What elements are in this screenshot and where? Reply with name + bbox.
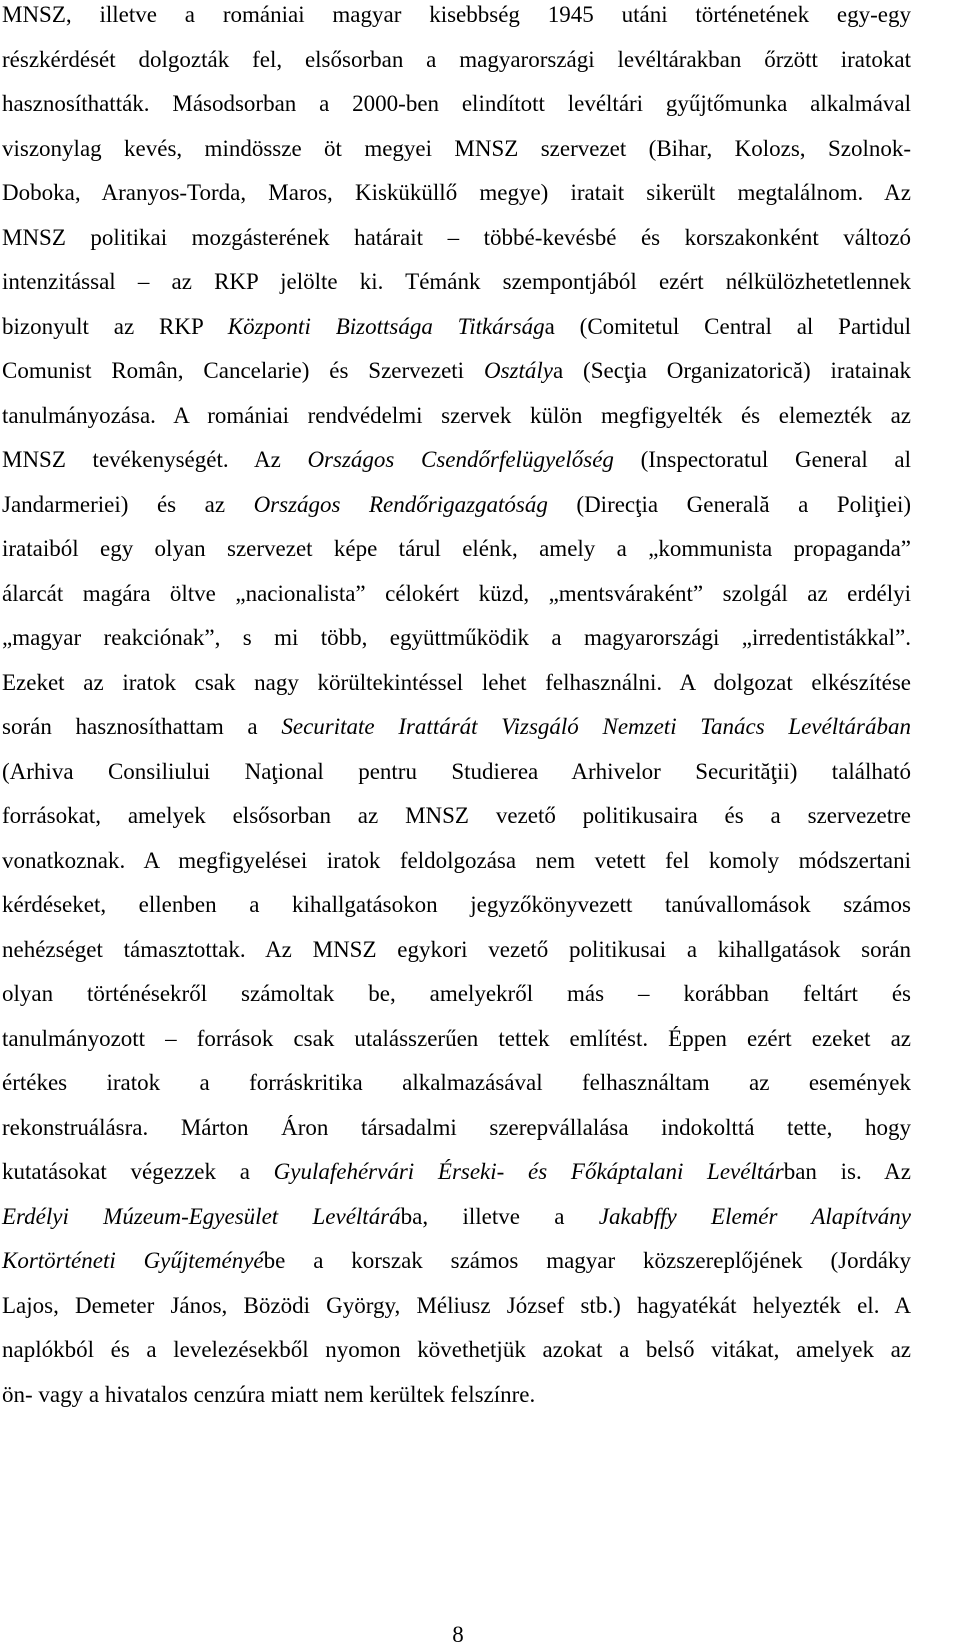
text-segment: álarcát magára öltve „nacionalista” célokért küzd, „mentsváraként” szolgál az erdélyi [2, 580, 911, 606]
text-segment: tanulmányozása. A romániai rendvédelmi szervek külön megfigyelték és elemezték az [2, 402, 911, 428]
text-line [2, 0, 911, 29]
text-line [2, 623, 911, 652]
text-segment: Jandarmeriei) és az [2, 491, 254, 517]
text-segment: rekonstruálásra. Márton Áron társadalmi szerepvállalása indokolttá tette, hogy [2, 1114, 911, 1140]
text-line [2, 1157, 911, 1186]
text-segment: nehézséget támasztottak. Az MNSZ egykori vezető politikusai a kihallgatások során [2, 936, 911, 962]
text-segment: olyan történésekről számoltak be, amelyekről más – korábban feltárt és [2, 981, 911, 1006]
text-line [2, 757, 911, 786]
text-segment: során hasznosíthattam a [2, 714, 282, 739]
text-line [2, 1380, 911, 1409]
text-line [2, 223, 911, 252]
page-number: 8 [452, 1622, 464, 1647]
text-segment: a (Comitetul Central al Partidul [544, 313, 912, 339]
text-line [2, 89, 911, 118]
text-line [2, 579, 911, 608]
text-segment: (Inspectoratul General al [613, 447, 911, 472]
italic-text-segment: Jakabffy Elemér Alapítvány [598, 1203, 911, 1229]
text-segment: a (Secţia Organizatorică) iratainak [552, 358, 911, 383]
text-segment: bizonyult az RKP [2, 313, 228, 339]
text-line [2, 801, 911, 830]
text-line [2, 712, 911, 741]
text-line [2, 1068, 911, 1097]
text-line [2, 846, 911, 875]
text-segment: (Arhiva Consiliului Naţional pentru Studierea Arhivelor Securităţii) található [2, 758, 911, 784]
italic-text-segment: Erdélyi Múzeum-Egyesület Levéltárá [2, 1203, 401, 1229]
text-line [2, 445, 911, 474]
text-segment: ban is. Az [783, 1159, 911, 1184]
text-segment: viszonylag kevés, mindössze öt megyei MNSZ szervezet (Bihar, Kolozs, Szolnok- [2, 135, 911, 161]
text-segment: MNSZ, illetve a romániai magyar kisebbség 1945 utáni történetének egy-egy [2, 2, 911, 27]
text-line [2, 979, 911, 1008]
text-line [2, 134, 911, 163]
text-segment: vonatkoznak. A megfigyelései iratok feldolgozása nem vetett fel komoly módszertani [2, 847, 911, 873]
text-segment: MNSZ tevékenységét. Az [2, 447, 308, 472]
italic-text-segment: Gyulafehérvári Érseki- és Főkáptalani Levéltár [273, 1159, 784, 1184]
text-line [2, 534, 911, 563]
text-line [2, 178, 911, 207]
text-segment: (Direcţia Generală a Poliţiei) [547, 491, 911, 517]
text-segment: „magyar reakciónak”, s mi több, együttműködik a magyarországi „irredentistákkal”. [2, 625, 911, 650]
italic-text-segment: Securitate Irattárát Vizsgáló Nemzeti Tanács Levéltárában [281, 714, 912, 739]
italic-text-segment: Országos Csendőrfelügyelőség [307, 447, 614, 472]
text-line [2, 45, 911, 74]
text-segment: be a korszak számos magyar közszereplőjének (Jordáky [263, 1248, 911, 1273]
text-segment: naplókból és a levelezésekből nyomon követhetjük azokat a belső vitákat, amelyek az [2, 1337, 911, 1362]
text-segment: értékes iratok a forráskritika alkalmazásával felhasználtam az események [2, 1070, 911, 1095]
text-line [2, 1246, 911, 1275]
text-segment: forrásokat, amelyek elsősorban az MNSZ vezető politikusaira és a szervezetre [2, 803, 911, 828]
text-segment: ba, illetve a [400, 1203, 599, 1229]
text-segment: MNSZ politikai mozgásterének határait – többé-kevésbé és korszakonként változó [2, 224, 911, 250]
text-line [2, 1202, 911, 1231]
text-segment: Ezeket az iratok csak nagy körültekintéssel lehet felhasználni. A dolgozat elkészítése [2, 669, 911, 695]
text-line [2, 890, 911, 919]
text-segment: kutatásokat végezzek a [2, 1159, 274, 1184]
text-segment: részkérdését dolgozták fel, elsősorban a magyarországi levéltárakban őrzött iratokat [2, 46, 911, 72]
text-line [2, 490, 911, 519]
text-segment: hasznosíthatták. Másodsorban a 2000-ben elindított levéltári gyűjtőmunka alkalmával [2, 91, 911, 116]
text-segment: irataiból egy olyan szervezet képe tárul elénk, amely a „kommunista propaganda” [2, 536, 911, 561]
text-line [2, 401, 911, 430]
italic-text-segment: Osztály [483, 358, 553, 383]
text-segment: kérdéseket, ellenben a kihallgatásokon jegyzőkönyvezett tanúvallomások számos [2, 892, 911, 917]
text-segment: Lajos, Demeter János, Bözödi György, Méliusz József stb.) hagyatékát helyezték el. A [2, 1292, 911, 1318]
text-line [2, 356, 911, 385]
text-line [2, 312, 911, 341]
text-segment: Comunist Român, Cancelarie) és Szervezeti [2, 358, 484, 383]
italic-text-segment: Kortörténeti Gyűjteményé [2, 1248, 264, 1273]
text-line [2, 1335, 911, 1364]
text-line [2, 1113, 911, 1142]
text-segment: intenzitással – az RKP jelölte ki. Témánk szempontjából ezért nélkülözhetetlennek [2, 269, 911, 294]
italic-text-segment: Központi Bizottsága Titkárság [227, 313, 545, 339]
text-line [2, 1291, 911, 1320]
text-line [2, 1024, 911, 1053]
text-line [2, 267, 911, 296]
text-segment: Doboka, Aranyos-Torda, Maros, Kisküküllő megye) iratait sikerült megtalálnom. Az [2, 180, 911, 205]
italic-text-segment: Országos Rendőrigazgatóság [253, 491, 548, 517]
text-segment: tanulmányozott – források csak utalásszerűen tettek említést. Éppen ezért ezeket az [2, 1025, 911, 1051]
text-segment: ön- vagy a hivatalos cenzúra miatt nem kerültek felszínre. [2, 1381, 536, 1407]
text-line [2, 935, 911, 964]
text-line [2, 668, 911, 697]
